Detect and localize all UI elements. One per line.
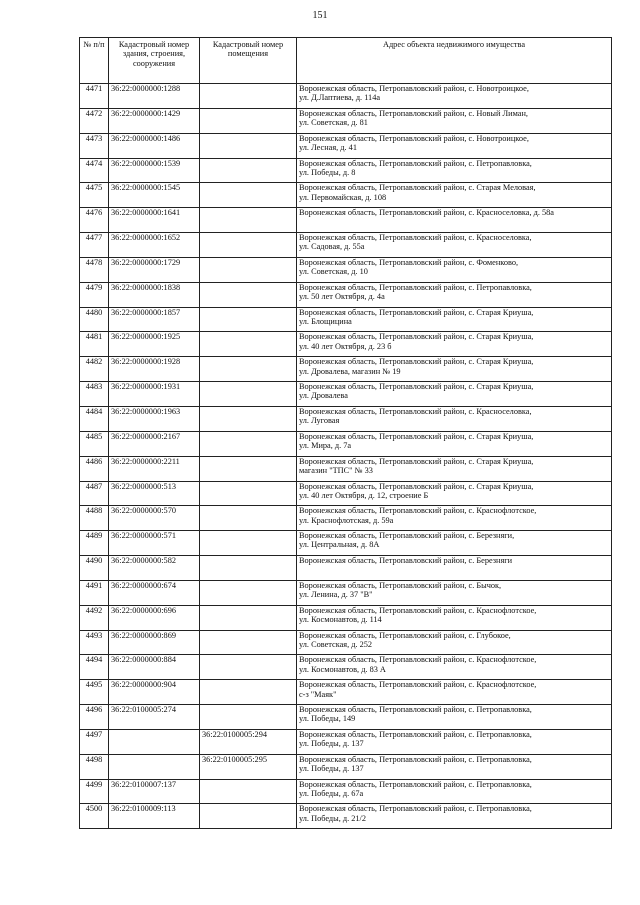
table-row — [80, 406, 612, 431]
property-address — [297, 84, 612, 109]
table-row — [80, 531, 612, 556]
row-num: 4499 — [80, 779, 109, 804]
address-line-street: ул. Мира, д. 7а — [299, 441, 352, 451]
address-line-region: Воронежская область, Петропавловский район, с. Краснофлотское, — [299, 655, 537, 665]
table-row — [80, 183, 612, 208]
row-num: 4480 — [80, 307, 109, 332]
building-cadastral-number: 36:22:0000000:1652 — [109, 233, 200, 258]
address-line-street: ул. 40 лет Октября, д. 12, строение Б — [299, 490, 429, 500]
table-row — [80, 108, 612, 133]
premises-cadastral-number — [200, 332, 297, 357]
row-num: 4477 — [80, 233, 109, 258]
row-num: 4491 — [80, 580, 109, 605]
table-row — [80, 580, 612, 605]
property-address — [297, 804, 612, 829]
address-line-street: ул. Советская, д. 81 — [299, 118, 368, 128]
premises-cadastral-number — [200, 680, 297, 705]
address-line-street: ул. Первомайская, д. 108 — [299, 192, 387, 202]
row-num: 4497 — [80, 729, 109, 754]
table-row — [80, 332, 612, 357]
table-row — [80, 158, 612, 183]
building-cadastral-number: 36:22:0000000:1429 — [109, 108, 200, 133]
property-address — [297, 158, 612, 183]
table-row — [80, 804, 612, 829]
property-address — [297, 605, 612, 630]
row-num: 4496 — [80, 705, 109, 730]
address-line-street: магазин "ТПС" № 33 — [299, 465, 373, 475]
premises-cadastral-number — [200, 804, 297, 829]
row-num: 4486 — [80, 456, 109, 481]
address-line-street: ул. Победы, д. 137 — [299, 739, 364, 749]
property-address — [297, 630, 612, 655]
row-num: 4494 — [80, 655, 109, 680]
building-cadastral-number: 36:22:0100007:137 — [109, 779, 200, 804]
address-line-region: Воронежская область, Петропавловский район, с. Красноселовка, — [299, 233, 532, 243]
property-address — [297, 705, 612, 730]
row-num: 4500 — [80, 804, 109, 829]
table-row — [80, 431, 612, 456]
property-address — [297, 183, 612, 208]
property-registry-table — [79, 37, 612, 829]
row-num: 4482 — [80, 357, 109, 382]
building-cadastral-number: 36:22:0000000:696 — [109, 605, 200, 630]
premises-cadastral-number — [200, 208, 297, 233]
table-row — [80, 506, 612, 531]
address-line-region: Воронежская область, Петропавловский район, с. Новотроицкое, — [299, 133, 529, 143]
premises-cadastral-number — [200, 233, 297, 258]
property-address — [297, 754, 612, 779]
address-line-street: ул. Космонавтов, д. 83 А — [299, 664, 386, 674]
address-line-street: ул. Победы, д. 21/2 — [299, 813, 366, 823]
address-line-region: Воронежская область, Петропавловский район, с. Бычок, — [299, 580, 502, 590]
address-line-region: Воронежская область, Петропавловский район, с. Старая Криуша, — [299, 431, 534, 441]
property-address — [297, 282, 612, 307]
address-line-region: Воронежская область, Петропавловский район, с. Петропавловка, — [299, 705, 532, 715]
premises-cadastral-number — [200, 655, 297, 680]
address-line-region: Воронежская область, Петропавловский район, с. Старая Криуша, — [299, 382, 534, 392]
table-body — [80, 84, 612, 829]
table-row — [80, 282, 612, 307]
row-num: 4498 — [80, 754, 109, 779]
building-cadastral-number: 36:22:0000000:1641 — [109, 208, 200, 233]
address-line-region: Воронежская область, Петропавловский район, с. Красноселовка, д. 58а — [299, 208, 554, 218]
address-line-street: ул. Блощицина — [299, 316, 352, 326]
row-num: 4492 — [80, 605, 109, 630]
building-cadastral-number: 36:22:0000000:1288 — [109, 84, 200, 109]
property-address — [297, 531, 612, 556]
premises-cadastral-number — [200, 357, 297, 382]
address-line-region: Воронежская область, Петропавловский район, с. Старая Криуша, — [299, 481, 534, 491]
property-address — [297, 307, 612, 332]
address-line-region: Воронежская область, Петропавловский район, с. Фоменково, — [299, 257, 519, 267]
table-row — [80, 133, 612, 158]
property-address — [297, 382, 612, 407]
premises-cadastral-number — [200, 158, 297, 183]
table-row — [80, 655, 612, 680]
table-row — [80, 680, 612, 705]
address-line-street: ул. Советская, д. 252 — [299, 639, 373, 649]
premises-cadastral-number — [200, 605, 297, 630]
building-cadastral-number — [109, 729, 200, 754]
address-line-region: Воронежская область, Петропавловский район, с. Петропавловка, — [299, 754, 532, 764]
building-cadastral-number: 36:22:0100005:274 — [109, 705, 200, 730]
premises-cadastral-number — [200, 133, 297, 158]
address-line-street: ул. Победы, д. 137 — [299, 764, 364, 774]
header-premises-cadastral: Кадастровый номер помещения — [200, 38, 297, 84]
address-line-region: Воронежская область, Петропавловский район, с. Новый Лиман, — [299, 108, 528, 118]
row-num: 4474 — [80, 158, 109, 183]
table-row — [80, 257, 612, 282]
row-num: 4479 — [80, 282, 109, 307]
building-cadastral-number: 36:22:0000000:1486 — [109, 133, 200, 158]
table-row — [80, 705, 612, 730]
address-line-street: с-з "Маяк" — [299, 689, 337, 699]
address-line-street: ул. Д.Лаптиева, д. 114а — [299, 93, 381, 103]
property-address — [297, 357, 612, 382]
building-cadastral-number: 36:22:0000000:1545 — [109, 183, 200, 208]
row-num: 4471 — [80, 84, 109, 109]
premises-cadastral-number — [200, 183, 297, 208]
header-address: Адрес объекта недвижимого имущества — [297, 38, 612, 84]
building-cadastral-number — [109, 754, 200, 779]
table-row — [80, 208, 612, 233]
premises-cadastral-number — [200, 431, 297, 456]
address-line-region: Воронежская область, Петропавловский район, с. Березняги, — [299, 531, 515, 541]
building-cadastral-number: 36:22:0000000:1838 — [109, 282, 200, 307]
premises-cadastral-number — [200, 108, 297, 133]
address-line-region: Воронежская область, Петропавловский район, с. Краснофлотское, — [299, 680, 537, 690]
property-address — [297, 556, 612, 581]
address-line-region: Воронежская область, Петропавловский район, с. Старая Меловая, — [299, 183, 536, 193]
property-address — [297, 431, 612, 456]
building-cadastral-number: 36:22:0000000:570 — [109, 506, 200, 531]
premises-cadastral-number — [200, 382, 297, 407]
address-line-street: ул. Краснофлотская, д. 59а — [299, 515, 394, 525]
property-address — [297, 481, 612, 506]
address-line-region: Воронежская область, Петропавловский район, с. Петропавловка, — [299, 282, 532, 292]
building-cadastral-number: 36:22:0000000:1963 — [109, 406, 200, 431]
address-line-street: ул. Центральная, д. 8А — [299, 540, 380, 550]
property-address — [297, 779, 612, 804]
address-line-street: ул. Советская, д. 10 — [299, 267, 368, 277]
building-cadastral-number: 36:22:0000000:1931 — [109, 382, 200, 407]
row-num: 4484 — [80, 406, 109, 431]
address-line-region: Воронежская область, Петропавловский район, с. Березняги — [299, 556, 513, 566]
premises-cadastral-number — [200, 282, 297, 307]
address-line-region: Воронежская область, Петропавловский район, с. Старая Криуша, — [299, 307, 534, 317]
row-num: 4483 — [80, 382, 109, 407]
address-line-street: ул. Луговая — [299, 416, 340, 426]
premises-cadastral-number — [200, 307, 297, 332]
premises-cadastral-number — [200, 506, 297, 531]
table-row — [80, 382, 612, 407]
property-address — [297, 257, 612, 282]
building-cadastral-number: 36:22:0000000:1857 — [109, 307, 200, 332]
address-line-street: ул. Космонавтов, д. 114 — [299, 615, 382, 624]
row-num: 4495 — [80, 680, 109, 705]
premises-cadastral-number — [200, 481, 297, 506]
premises-cadastral-number — [200, 705, 297, 730]
table-row — [80, 307, 612, 332]
address-line-street: ул. Победы, д. 67а — [299, 788, 364, 798]
address-line-region: Воронежская область, Петропавловский район, с. Петропавловка, — [299, 729, 532, 739]
header-building-cadastral: Кадастровый номер здания, строения, сооружения — [109, 38, 200, 84]
building-cadastral-number: 36:22:0000000:884 — [109, 655, 200, 680]
premises-cadastral-number — [200, 456, 297, 481]
table-row — [80, 357, 612, 382]
building-cadastral-number: 36:22:0000000:2211 — [109, 456, 200, 481]
property-address — [297, 108, 612, 133]
premises-cadastral-number — [200, 84, 297, 109]
table-header-row — [80, 38, 612, 84]
building-cadastral-number: 36:22:0000000:1539 — [109, 158, 200, 183]
table-row — [80, 481, 612, 506]
address-line-region: Воронежская область, Петропавловский район, с. Петропавловка, — [299, 804, 532, 814]
building-cadastral-number: 36:22:0000000:869 — [109, 630, 200, 655]
building-cadastral-number: 36:22:0000000:2167 — [109, 431, 200, 456]
building-cadastral-number: 36:22:0000000:904 — [109, 680, 200, 705]
address-line-street: ул. Ленина, д. 37 "В" — [299, 590, 373, 600]
row-num: 4475 — [80, 183, 109, 208]
building-cadastral-number: 36:22:0000000:1729 — [109, 257, 200, 282]
property-address — [297, 580, 612, 605]
property-address — [297, 456, 612, 481]
premises-cadastral-number: 36:22:0100005:294 — [200, 729, 297, 754]
premises-cadastral-number — [200, 580, 297, 605]
address-line-street: ул. Дровалева — [299, 391, 348, 401]
premises-cadastral-number: 36:22:0100005:295 — [200, 754, 297, 779]
row-num: 4485 — [80, 431, 109, 456]
header-num: № п/п — [80, 38, 109, 84]
table-row — [80, 84, 612, 109]
property-address — [297, 332, 612, 357]
address-line-region: Воронежская область, Петропавловский район, с. Старая Криуша, — [299, 456, 534, 466]
building-cadastral-number: 36:22:0100009:113 — [109, 804, 200, 829]
address-line-street: ул. Дровалева, магазин № 19 — [299, 366, 401, 376]
premises-cadastral-number — [200, 779, 297, 804]
address-line-street: ул. 50 лет Октября, д. 4а — [299, 292, 385, 302]
table-row — [80, 630, 612, 655]
table-row — [80, 233, 612, 258]
building-cadastral-number: 36:22:0000000:513 — [109, 481, 200, 506]
address-line-region: Воронежская область, Петропавловский район, с. Старая Криуша, — [299, 357, 534, 367]
row-num: 4488 — [80, 506, 109, 531]
building-cadastral-number: 36:22:0000000:571 — [109, 531, 200, 556]
address-line-region: Воронежская область, Петропавловский район, с. Новотроицкое, — [299, 84, 529, 93]
building-cadastral-number: 36:22:0000000:674 — [109, 580, 200, 605]
premises-cadastral-number — [200, 257, 297, 282]
property-address — [297, 406, 612, 431]
property-address — [297, 655, 612, 680]
row-num: 4493 — [80, 630, 109, 655]
address-line-region: Воронежская область, Петропавловский район, с. Петропавловка, — [299, 158, 532, 168]
row-num: 4489 — [80, 531, 109, 556]
property-address — [297, 208, 612, 233]
table-row — [80, 605, 612, 630]
premises-cadastral-number — [200, 630, 297, 655]
row-num: 4487 — [80, 481, 109, 506]
table-row — [80, 729, 612, 754]
premises-cadastral-number — [200, 406, 297, 431]
address-line-region: Воронежская область, Петропавловский район, с. Краснофлотское, — [299, 605, 537, 615]
row-num: 4476 — [80, 208, 109, 233]
address-line-street: ул. Садовая, д. 55а — [299, 242, 365, 252]
property-address — [297, 729, 612, 754]
table-row — [80, 556, 612, 581]
row-num: 4481 — [80, 332, 109, 357]
row-num: 4478 — [80, 257, 109, 282]
table-row — [80, 779, 612, 804]
address-line-street: ул. Лесная, д. 41 — [299, 142, 357, 152]
property-address — [297, 233, 612, 258]
building-cadastral-number: 36:22:0000000:1928 — [109, 357, 200, 382]
address-line-region: Воронежская область, Петропавловский район, с. Краснофлотское, — [299, 506, 537, 516]
table-row — [80, 456, 612, 481]
address-line-region: Воронежская область, Петропавловский район, с. Красноселовка, — [299, 406, 532, 416]
premises-cadastral-number — [200, 556, 297, 581]
address-line-street: ул. Победы, д. 8 — [299, 167, 356, 177]
row-num: 4473 — [80, 133, 109, 158]
property-address — [297, 133, 612, 158]
building-cadastral-number: 36:22:0000000:1925 — [109, 332, 200, 357]
premises-cadastral-number — [200, 531, 297, 556]
address-line-region: Воронежская область, Петропавловский район, с. Старая Криуша, — [299, 332, 534, 342]
building-cadastral-number: 36:22:0000000:582 — [109, 556, 200, 581]
address-line-street: ул. 40 лет Октября, д. 23 б — [299, 341, 392, 351]
property-address — [297, 506, 612, 531]
row-num: 4472 — [80, 108, 109, 133]
row-num: 4490 — [80, 556, 109, 581]
property-address — [297, 680, 612, 705]
page-number: 151 — [312, 10, 328, 21]
address-line-region: Воронежская область, Петропавловский район, с. Петропавловка, — [299, 779, 532, 789]
table-row — [80, 754, 612, 779]
address-line-street: ул. Победы, 149 — [299, 714, 356, 724]
address-line-region: Воронежская область, Петропавловский район, с. Глубокое, — [299, 630, 511, 640]
